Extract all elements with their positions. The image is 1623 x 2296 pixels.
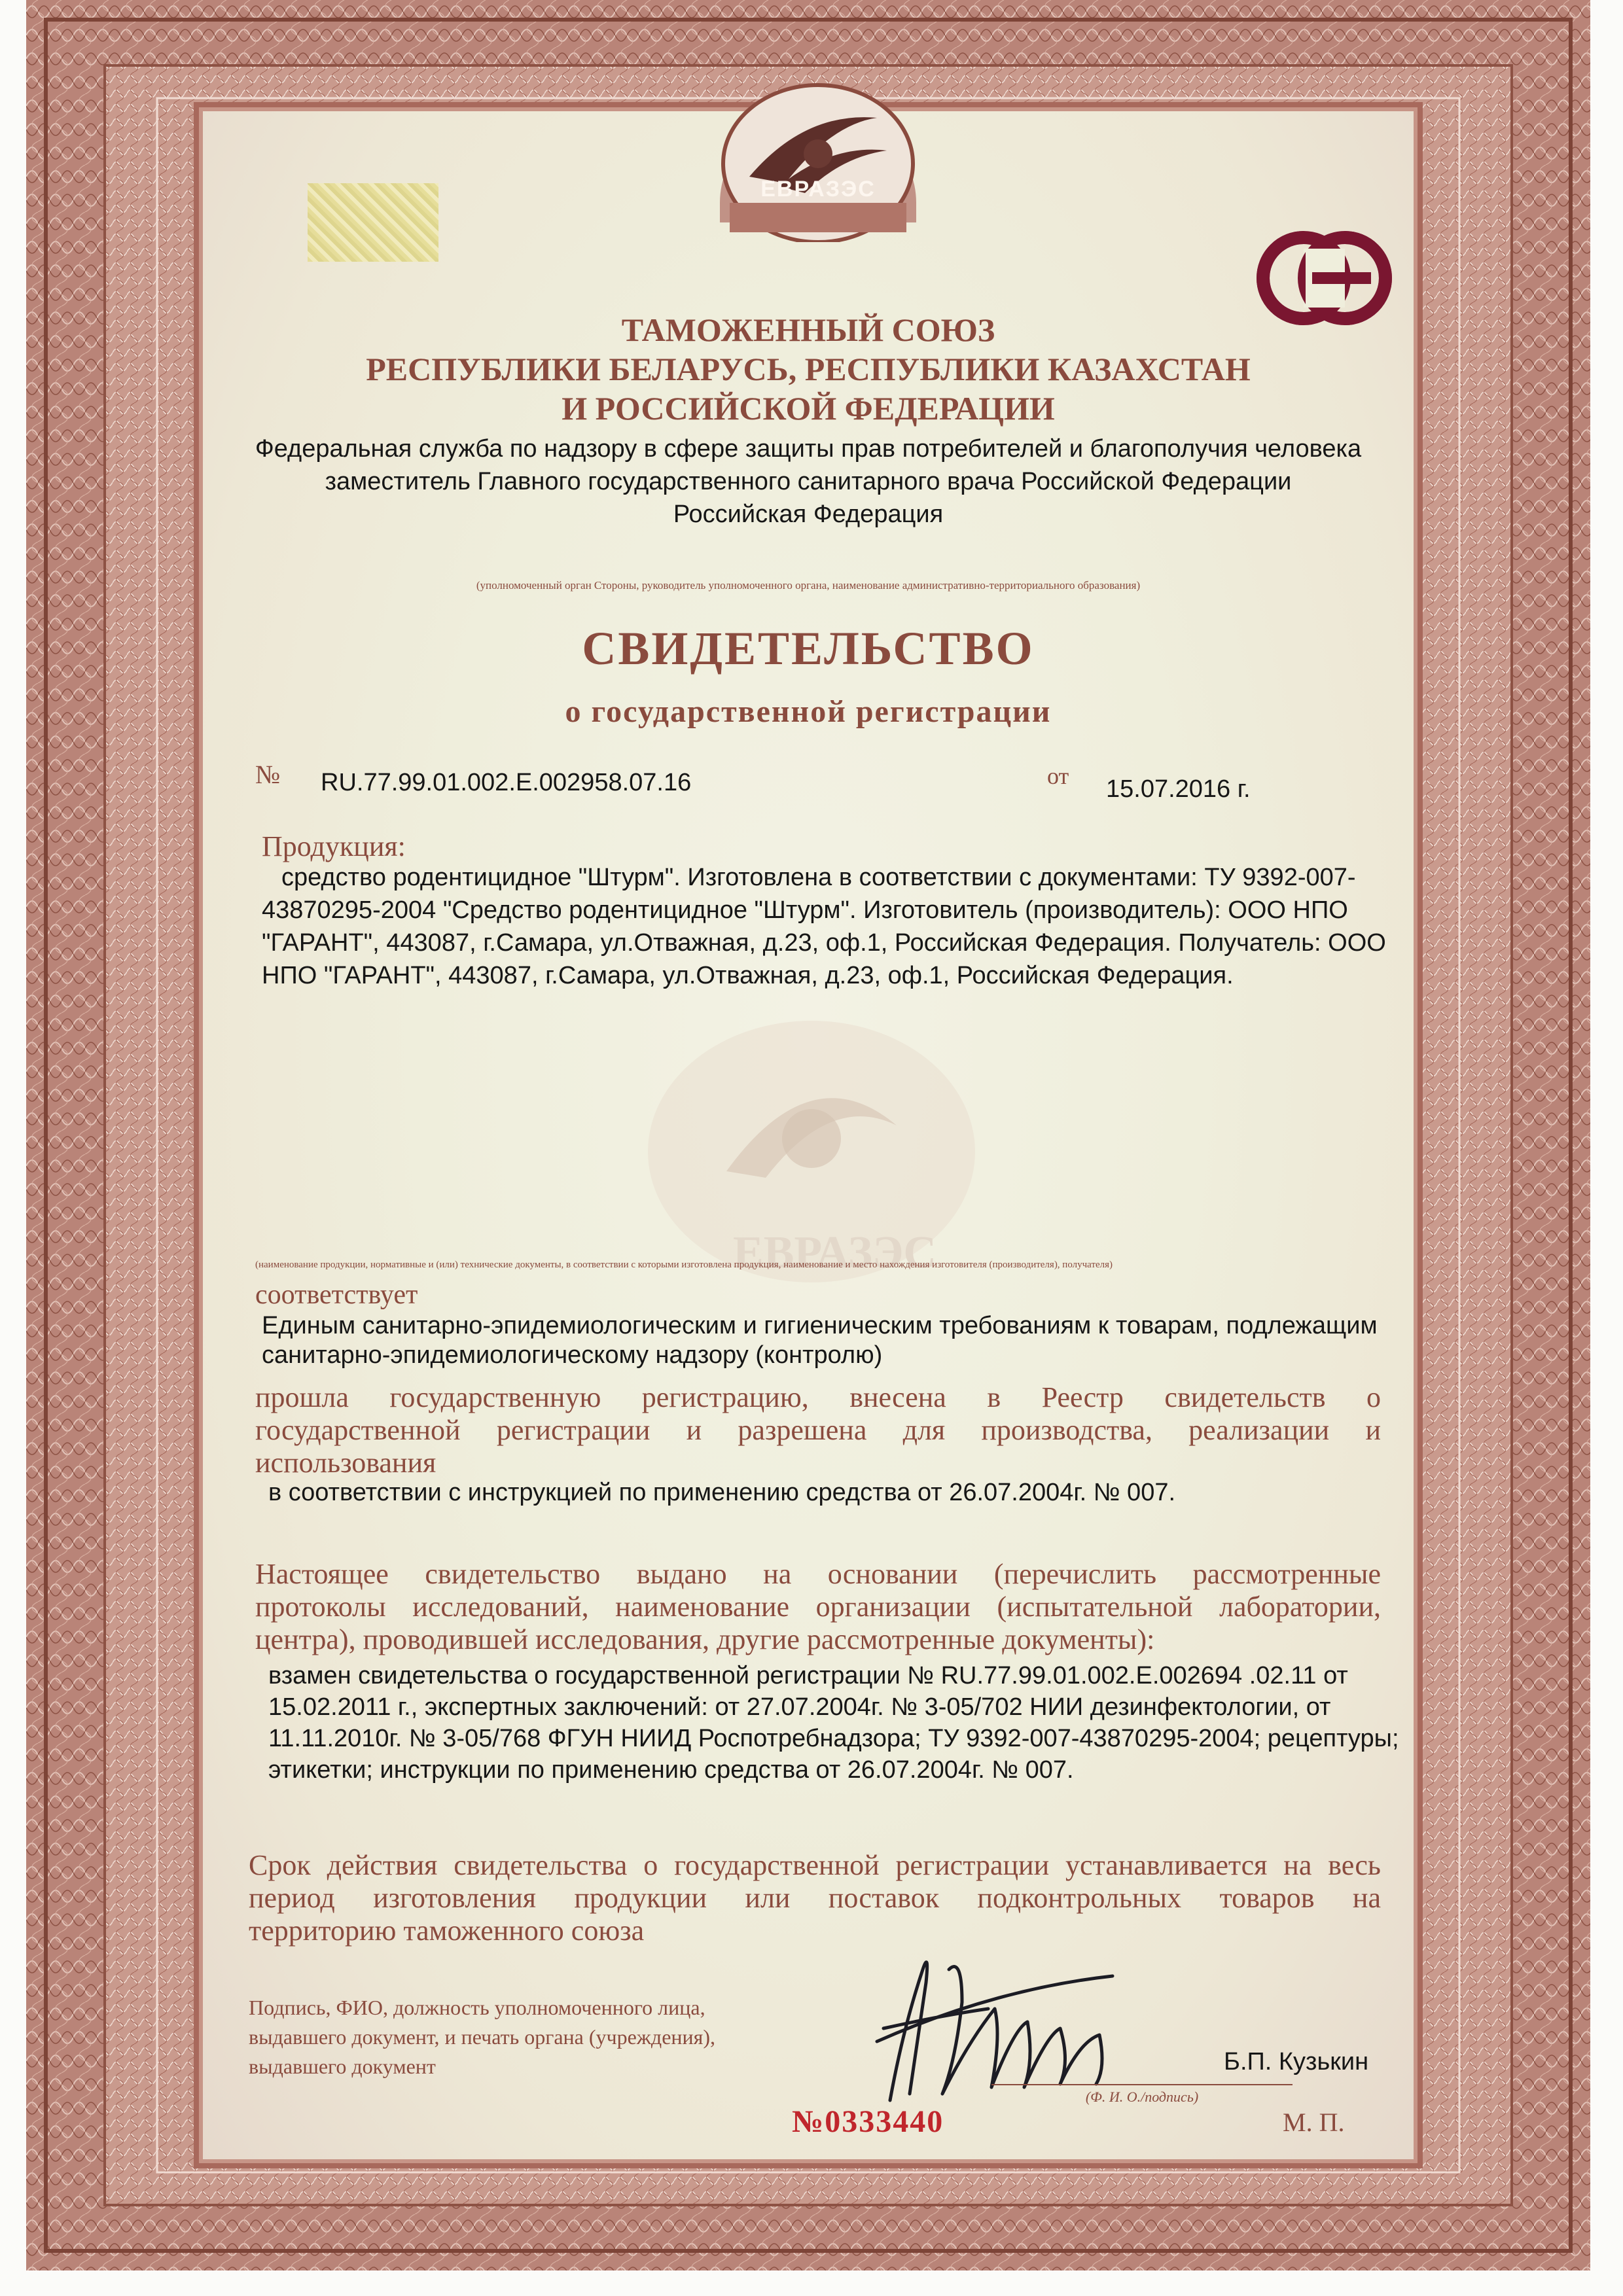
basis-line-2: протоколы исследований, наименование организации (испытательной лаборатории, <box>255 1591 1381 1623</box>
product-line-3: "ГАРАНТ", 443087, г.Самара, ул.Отважная, д.23, оф.1, Российская Федерация. Получатель: ООО <box>262 929 1386 957</box>
basis-line-3: центра), проводившей исследования, другие рассмотренные документы): <box>255 1623 1155 1655</box>
product-line-2: 43870295-2004 "Средство родентицидное "Штурм". Изготовитель (производитель): ООО НПО <box>262 896 1348 924</box>
signature-line-caption: (Ф. И. О./подпись) <box>1085 2089 1199 2105</box>
header-line-3: И РОССИЙСКОЙ ФЕДЕРАЦИИ <box>562 390 1055 427</box>
form-number: №0333440 <box>792 2104 944 2139</box>
signature-caption-3: выдавшего документ <box>249 2055 436 2078</box>
basis-line-1: Настоящее свидетельство выдано на основании (перечислить рассмотренные <box>255 1558 1381 1590</box>
validity-line-1: Срок действия свидетельства о государственной регистрации устанавливается на весь <box>249 1849 1381 1881</box>
header-line-2: РЕСПУБЛИКИ БЕЛАРУСЬ, РЕСПУБЛИКИ КАЗАХСТАН <box>366 351 1251 387</box>
basis-value-3: 11.11.2010г. № 3-05/768 ФГУН НИИД Роспотребнадзора; ТУ 9392-007-43870295-2004; рецептуры; <box>268 1725 1399 1752</box>
signatory-name: Б.П. Кузькин <box>1224 2048 1369 2075</box>
authority-line-2: заместитель Главного государственного санитарного врача Российской Федерации <box>325 468 1292 495</box>
signature-line <box>991 2084 1293 2085</box>
product-line-4: НПО "ГАРАНТ", 443087, г.Самара, ул.Отважная, д.23, оф.1, Российская Федерация. <box>262 962 1234 989</box>
number-prefix: № <box>255 760 281 789</box>
authority-line-1: Федеральная служба по надзору в сфере защиты прав потребителей и благополучия человека <box>255 435 1362 463</box>
registered-line-1: прошла государственную регистрацию, внесена в Реестр свидетельств о <box>255 1381 1381 1413</box>
validity-line-3: территорию таможенного союза <box>249 1915 645 1947</box>
certificate-sheet <box>26 0 1590 2270</box>
product-line-1: средство родентицидное "Штурм". Изготовлена в соответствии с документами: ТУ 9392-007- <box>281 864 1356 891</box>
product-caption: (наименование продукции, нормативные и (или) технические документы, в соответствии с которыми изготовлена продукция, наименование и место нахождения изготовителя (производителя), получателя) <box>255 1260 1113 1270</box>
conformity-label: соответствует <box>255 1280 418 1310</box>
logo-label: ЕВРАЗЭС <box>760 177 876 202</box>
signature-caption-1: Подпись, ФИО, должность уполномоченного лица, <box>249 1996 705 2019</box>
product-label: Продукция: <box>262 830 406 862</box>
date-prefix: от <box>1047 763 1069 789</box>
authority-line-3: Российская Федерация <box>673 501 944 528</box>
hologram-sticker <box>308 183 438 262</box>
watermark-text: ЕВРАЗЭС <box>733 1227 936 1278</box>
document-subtitle: о государственной регистрации <box>565 694 1052 729</box>
basis-value-4: этикетки; инструкции по применению средства от 26.07.2004г. № 007. <box>268 1756 1074 1784</box>
conformity-line-1: Единым санитарно-эпидемиологическим и гигиеническим требованиям к товарам, подлежащим <box>262 1312 1378 1339</box>
registered-line-2: государственной регистрации и разрешена для производства, реализации и <box>255 1414 1381 1446</box>
basis-value-1: взамен свидетельства о государственной регистрации № RU.77.99.01.002.E.002694 .02.11 от <box>268 1662 1348 1689</box>
certificate-body <box>203 111 1414 2159</box>
header-line-1: ТАМОЖЕННЫЙ СОЮЗ <box>621 311 995 348</box>
basis-value-2: 15.02.2011 г., экспертных заключений: от 27.07.2004г. № 3-05/702 НИИ дезинфектологии, от <box>268 1693 1331 1721</box>
document-title: СВИДЕТЕЛЬСТВО <box>582 622 1035 675</box>
validity-line-2: период изготовления продукции или поставок подконтрольных товаров на <box>249 1882 1381 1914</box>
stamp-place: М. П. <box>1283 2108 1345 2137</box>
conformity-line-2: санитарно-эпидемиологическому надзору (контролю) <box>262 1341 883 1369</box>
eurasec-logo <box>700 72 936 242</box>
signature-caption-2: выдавшего документ, и печать органа (учреждения), <box>249 2025 716 2049</box>
registered-value: в соответствии с инструкцией по применению средства от 26.07.2004г. № 007. <box>268 1479 1176 1506</box>
registration-number: RU.77.99.01.002.E.002958.07.16 <box>321 769 692 796</box>
registered-line-3: использования <box>255 1447 437 1479</box>
registration-date: 15.07.2016 г. <box>1106 775 1251 803</box>
authority-caption: (уполномоченный орган Стороны, руководитель уполномоченного органа, наименование административно-территориального образования) <box>476 579 1141 592</box>
